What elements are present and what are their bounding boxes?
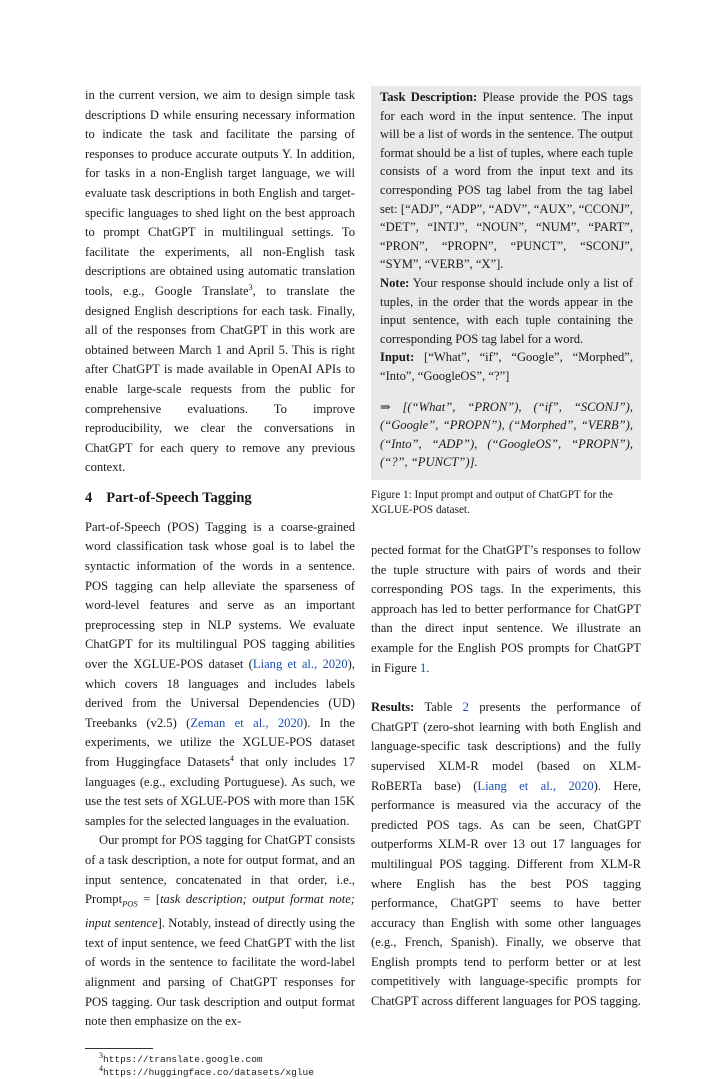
pos-paragraph-1: Part-of-Speech (POS) Tagging is a coarse-grained word classification task whose goal is to label the syntactic information of the words in a sentence. POS tagging can help alleviate the sparseness of word-level features and serve as an important preprocessing step in NLP systems. We evaluate ChatGPT for its multilingual POS tagging abilities over the XGLUE-POS dataset (Liang et al., 2020), which covers 18 languages and includes labels derived from the Universal Dependencies (UD) Treebanks (v2.5) (Zeman et al., 2020). In the experiments, we utilize the XGLUE-POS dataset from Huggingface Datasets$^4$ that only includes 17 languages (e.g., excluding Portuguese). As such, we use the test sets of XGLUE-POS with more than 15K samples for the selected languages in the evaluation.	[85, 519, 356, 828]
figure-caption: Figure 1: Input prompt and output of ChatGPT for the XGLUE-POS dataset.	[371, 488, 613, 517]
left-column	[85, 86, 355, 1079]
footnote-mark-4[interactable]: 4	[229, 753, 234, 763]
footnote-3: $^3$https://translate.google.com	[99, 1050, 263, 1065]
section-heading	[85, 488, 355, 508]
footnote-divider	[85, 1048, 153, 1049]
figure-box	[371, 86, 641, 480]
citation-link[interactable]: Liang et al., 2020	[252, 657, 348, 672]
pos-paragraph-2: Our prompt for POS tagging for ChatGPT consists of a task description, a note for output format, and an input sentence, concatenated in that order, i.e., Prompt$_{POS}$ = [task description; output format note; input sentence]. Notably, instead of directly using the text of input sentence, we feed ChatGPT with the list of words in the sentence to facilitate the word-label alignment and parsing of ChatGPT responses for POS tagging. Our task description and output format note then emphasize on the ex-	[85, 833, 356, 1029]
paragraph-gap	[371, 678, 641, 698]
format-note: Note: Your response should include only a list of tuples, in the order that the words appear in the input sentence, with each tuple containing the corresponding POS tag label for a word.	[380, 275, 633, 346]
results-heading: Results:	[371, 700, 415, 715]
footnote-url[interactable]: https://huggingface.co/datasets/xglue	[103, 1066, 314, 1078]
section-number: 4	[85, 489, 93, 506]
figure-reference-link[interactable]: 1	[419, 660, 427, 675]
footnote-url[interactable]: https://translate.google.com	[103, 1053, 263, 1065]
footnote-mark-3[interactable]: 3	[248, 282, 253, 292]
table-reference-link[interactable]: 2	[462, 700, 469, 715]
task-description: Task Description: Please provide the POS tags for each word in the input sentence. The input will be a list of words in the sentence. The output format should be a list of tuples, where each tuple consists of a word from the input text and its corresponding POS tag label from the tag label set: [“ADJ”, “ADP”, “ADV”, “AUX”, “CCONJ”, “DET”, “INTJ”, “NOUN”, “NUM”, “PART”, “PRON”, “PROPN”, “PUNCT”, “SCONJ”, “SYM”, “VERB”, “X”].	[380, 90, 633, 272]
right-column-text	[371, 541, 641, 1012]
citation-link[interactable]: Zeman et al., 2020	[190, 715, 304, 730]
section-title: Part-of-Speech Tagging	[106, 489, 252, 506]
results-paragraph: Results: Table 2 presents the performance of ChatGPT (zero-shot learning with both English and language-specific task descriptions) and the fully supervised XLM-R model (based on XLM-RoBERTa base) (Liang et al., 2020). Here, performance is measured via the accuracy of the predicted POS tags. As can be seen, ChatGPT outperforms XLM-R over 13 out 17 languages for multilingual POS tagging. Different from XLM-R where English has the best POS tagging performance, ChatGPT seems to have better accuracy than English with some other languages (e.g., French, Spanish). Finally, we observe that English prompts tend to perform better or at lest competitively with language-specific prompts for ChatGPT across different languages for POS tagging.	[371, 700, 641, 1009]
intro-paragraph: in the current version, we aim to design simple task descriptions D while ensuring necessary information to indicate the task and facilitate the parsing of responses to produce accurate outputs Y. In addition, for tasks in a non-English target language, we will evaluate task descriptions in both English and target-specific languages to shed light on the best approach to prompt ChatGPT in multilingual settings. To facilitate the experiments, all non-English task descriptions are obtained using automatic translation tools, e.g., Google Translate$^3$, to translate the designed English descriptions for each task. Finally, all of the responses from ChatGPT in this work are obtained between March 1 and April 5. This is right after ChatGPT is made available in OpenAI APIs to enable large-scale requests from the public for comprehensive evaluations. To improve reproducibility, we clear the conversations in ChatGPT for each query to remove any previous context.	[85, 88, 355, 475]
input-sentence: Input: [“What”, “if”, “Google”, “Morphed”, “Into”, “GoogleOS”, “?”]	[380, 350, 633, 383]
model-output: ⇒ [(“What”, “PRON”), (“if”, “SCONJ”), (“Google”, “PROPN”), (“Morphed”, “VERB”), (“Into”, “ADP”), (“GoogleOS”, “PROPN”), (“?”, “PUNCT”)].	[380, 399, 633, 470]
citation-link[interactable]: Liang et al., 2020	[477, 778, 594, 793]
continuation-paragraph: pected format for the ChatGPT’s responses to follow the tuple structure with pairs of words and their corresponding POS tags. In the experiments, this approach has led to better performance for ChatGPT than the direct input sentence. We illustrate an example for the English POS prompts for ChatGPT in Figure 1.	[371, 543, 641, 675]
figure-1	[371, 86, 641, 519]
footnote-4: $^4$https://huggingface.co/datasets/xglue	[99, 1063, 314, 1078]
